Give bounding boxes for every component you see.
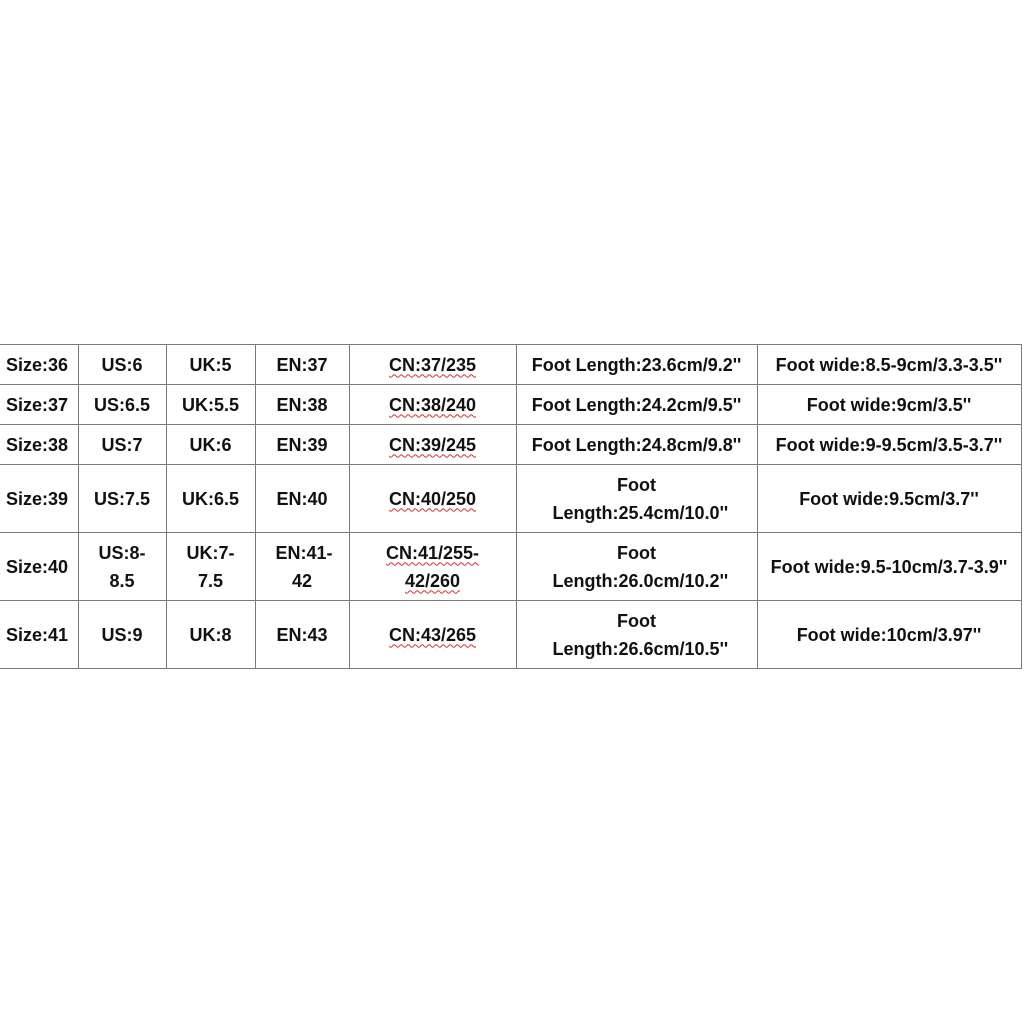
cn-size-cell	[349, 345, 516, 385]
foot-length-text: Foot Length:26.0cm/10.2''	[552, 542, 729, 591]
us-size-cell	[78, 533, 166, 601]
foot-length-text: Foot Length:23.6cm/9.2''	[531, 354, 742, 375]
us-size-text: US:8-8.5	[98, 542, 146, 591]
table-row	[0, 385, 1021, 425]
en-size-cell: EN:43	[255, 601, 349, 669]
en-size-cell: EN:37	[255, 345, 349, 385]
cn-size-text: CN:37/235	[388, 354, 477, 375]
foot-length-cell	[516, 533, 757, 601]
cn-size-cell	[349, 385, 516, 425]
foot-width-text: Foot wide:9-9.5cm/3.5-3.7''	[775, 434, 1003, 455]
uk-size-text: UK:7-7.5	[186, 542, 235, 591]
table-row	[0, 465, 1021, 533]
size-cell: Size:37	[0, 385, 78, 425]
uk-size-cell: UK:6.5	[166, 465, 255, 533]
us-size-cell: US:9	[78, 601, 166, 669]
foot-length-text: Foot Length:25.4cm/10.0''	[552, 474, 729, 523]
size-cell: Size:40	[0, 533, 78, 601]
size-cell: Size:38	[0, 425, 78, 465]
cn-size-cell	[349, 465, 516, 533]
uk-size-cell	[166, 533, 255, 601]
foot-length-text: Foot Length:26.6cm/10.5''	[552, 610, 729, 659]
foot-width-cell	[757, 465, 1021, 533]
table-row	[0, 425, 1021, 465]
uk-size-cell: UK:8	[166, 601, 255, 669]
foot-width-text: Foot wide:10cm/3.97''	[796, 624, 982, 645]
en-size-cell: EN:38	[255, 385, 349, 425]
cn-size-cell	[349, 601, 516, 669]
table-row	[0, 533, 1021, 601]
foot-length-cell	[516, 601, 757, 669]
foot-width-cell	[757, 533, 1021, 601]
foot-length-cell	[516, 385, 757, 425]
cn-size-text: CN:38/240	[388, 394, 477, 415]
us-size-cell: US:7.5	[78, 465, 166, 533]
foot-width-cell	[757, 601, 1021, 669]
uk-size-cell: UK:5.5	[166, 385, 255, 425]
uk-size-cell: UK:6	[166, 425, 255, 465]
size-cell: Size:39	[0, 465, 78, 533]
size-cell: Size:41	[0, 601, 78, 669]
us-size-cell: US:6	[78, 345, 166, 385]
foot-width-text: Foot wide:9.5cm/3.7''	[799, 488, 979, 509]
en-size-cell	[255, 533, 349, 601]
foot-width-cell	[757, 425, 1021, 465]
cn-size-text: CN:40/250	[388, 488, 477, 509]
en-size-cell: EN:40	[255, 465, 349, 533]
foot-length-cell	[516, 345, 757, 385]
foot-length-text: Foot Length:24.2cm/9.5''	[531, 394, 742, 415]
foot-width-text: Foot wide:9cm/3.5''	[806, 394, 972, 415]
cn-size-text: CN:39/245	[388, 434, 477, 455]
cn-size-text: CN:43/265	[388, 624, 477, 645]
foot-length-text: Foot Length:24.8cm/9.8''	[531, 434, 742, 455]
size-chart-table	[0, 344, 1022, 669]
cn-size-cell	[349, 425, 516, 465]
cn-size-text: CN:41/255-42/260	[385, 542, 480, 591]
foot-width-cell	[757, 385, 1021, 425]
en-size-cell: EN:39	[255, 425, 349, 465]
foot-width-text: Foot wide:9.5-10cm/3.7-3.9''	[770, 556, 1008, 577]
table-row	[0, 345, 1021, 385]
foot-length-cell	[516, 425, 757, 465]
us-size-cell: US:6.5	[78, 385, 166, 425]
table-row	[0, 601, 1021, 669]
en-size-text: EN:41-42	[275, 542, 333, 591]
foot-width-text: Foot wide:8.5-9cm/3.3-3.5''	[775, 354, 1003, 375]
us-size-cell: US:7	[78, 425, 166, 465]
size-cell: Size:36	[0, 345, 78, 385]
foot-width-cell	[757, 345, 1021, 385]
foot-length-cell	[516, 465, 757, 533]
uk-size-cell: UK:5	[166, 345, 255, 385]
cn-size-cell	[349, 533, 516, 601]
